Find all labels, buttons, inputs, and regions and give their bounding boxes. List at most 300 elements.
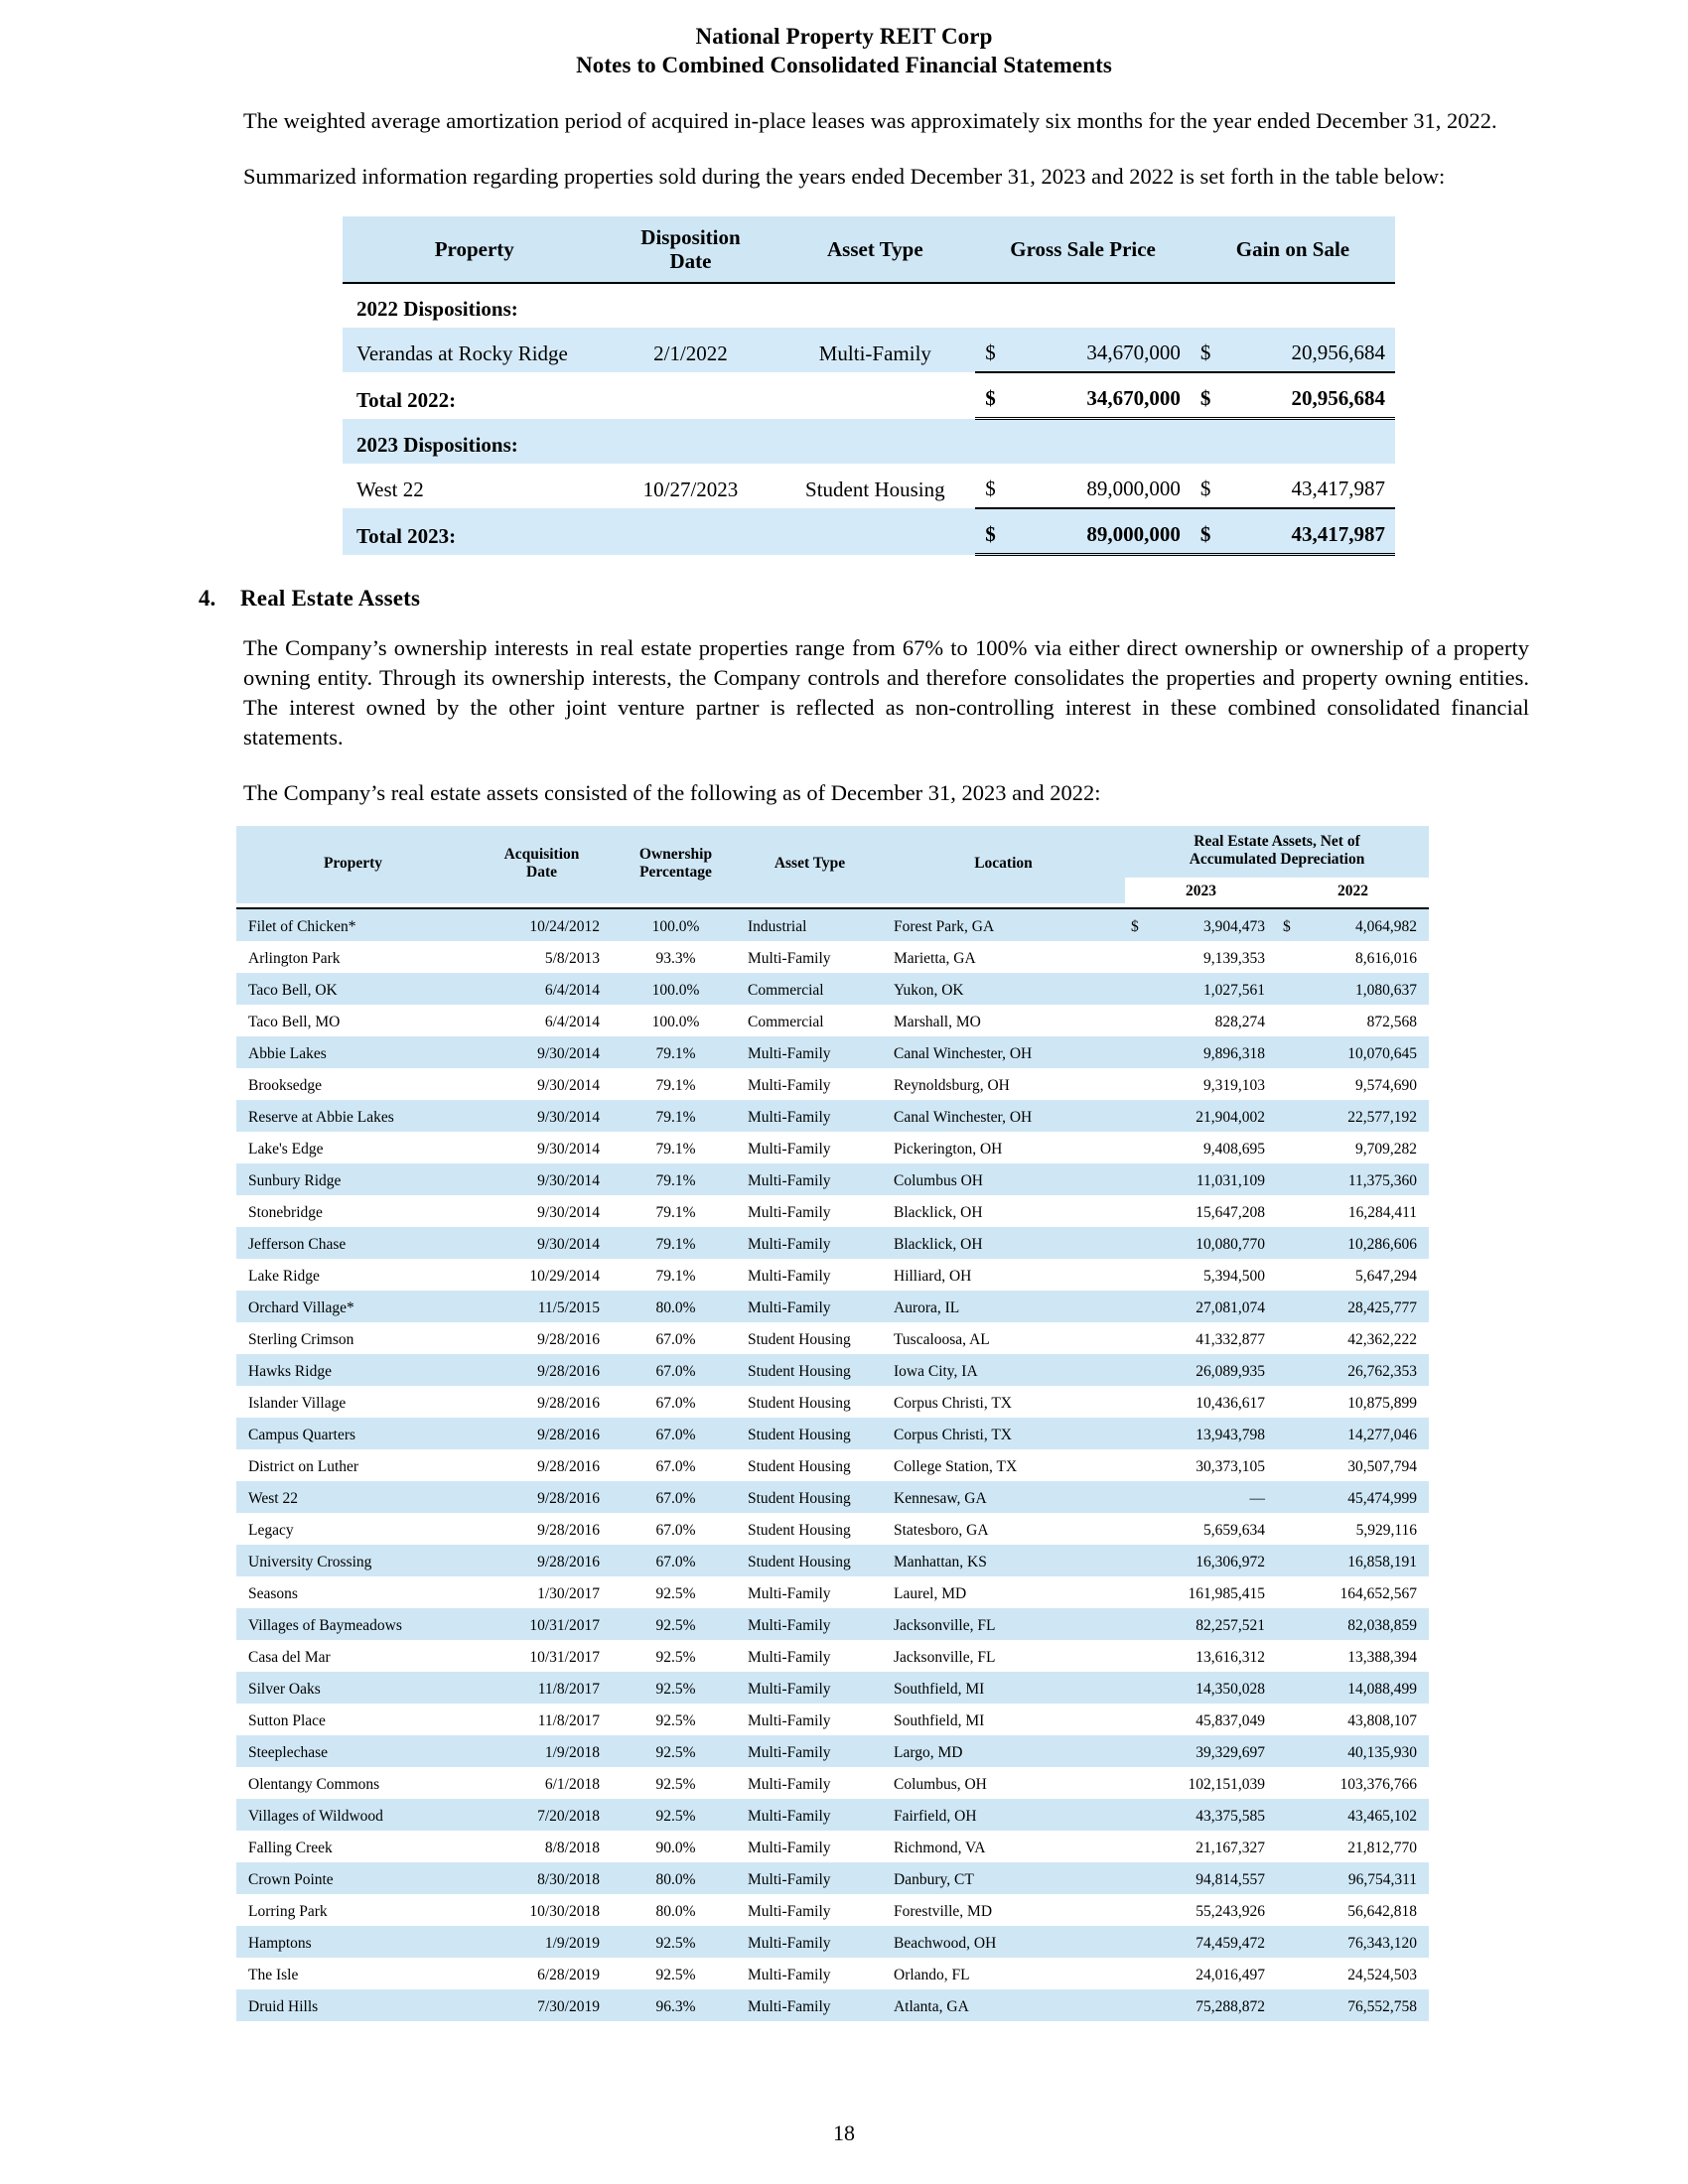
table-row xyxy=(236,1036,1429,1068)
cell-asset-type: Multi-Family xyxy=(738,1672,882,1704)
cell-property: Islander Village xyxy=(236,1386,470,1418)
cell-value-2023: 5,394,500 xyxy=(1153,1259,1277,1291)
cell-location: Manhattan, KS xyxy=(882,1545,1125,1576)
cell-asset-type: Student Housing xyxy=(738,1545,882,1576)
cell-asset-type: Multi-Family xyxy=(738,1291,882,1322)
cell-ownership-percentage: 79.1% xyxy=(614,1195,738,1227)
cell-value-2022: 42,362,222 xyxy=(1305,1322,1429,1354)
cell-value-2022: 10,875,899 xyxy=(1305,1386,1429,1418)
cell-value-2022: 14,088,499 xyxy=(1305,1672,1429,1704)
cell-acquisition-date: 9/28/2016 xyxy=(470,1386,614,1418)
cell-acquisition-date: 1/9/2019 xyxy=(470,1926,614,1958)
col-header-disposition-date-line1: Disposition xyxy=(640,224,741,249)
cell-location: Statesboro, GA xyxy=(882,1513,1125,1545)
cell-asset-type: Multi-Family xyxy=(738,941,882,973)
cell-acquisition-date: 9/30/2014 xyxy=(470,1132,614,1163)
cell-value-2023: 9,139,353 xyxy=(1153,941,1277,973)
cell-currency-2023 xyxy=(1125,1036,1153,1068)
col-header-net-assets-line2: Accumulated Depreciation xyxy=(1189,851,1365,869)
cell-ownership-percentage: 79.1% xyxy=(614,1100,738,1132)
cell-gain-on-sale: 43,417,987 xyxy=(1226,464,1395,508)
cell-acquisition-date: 10/31/2017 xyxy=(470,1640,614,1672)
cell-currency-2022: $ xyxy=(1277,908,1305,941)
cell-acquisition-date: 9/28/2016 xyxy=(470,1481,614,1513)
col-header-asset-type: Asset Type xyxy=(738,826,882,903)
cell-property: Brooksedge xyxy=(236,1068,470,1100)
cell-acquisition-date: 9/28/2016 xyxy=(470,1449,614,1481)
cell-acquisition-date: 6/1/2018 xyxy=(470,1767,614,1799)
cell-property: Druid Hills xyxy=(236,1989,470,2021)
cell-currency-2022 xyxy=(1277,1672,1305,1704)
table-row xyxy=(236,1894,1429,1926)
cell-currency-2023 xyxy=(1125,941,1153,973)
cell-acquisition-date: 6/28/2019 xyxy=(470,1958,614,1989)
cell-location: Reynoldsburg, OH xyxy=(882,1068,1125,1100)
table-row xyxy=(236,1926,1429,1958)
cell-currency-2023 xyxy=(1125,1291,1153,1322)
cell-location: Jacksonville, FL xyxy=(882,1640,1125,1672)
cell-value-2023: 45,837,049 xyxy=(1153,1704,1277,1735)
cell-ownership-percentage: 100.0% xyxy=(614,908,738,941)
cell-value-2022: 10,070,645 xyxy=(1305,1036,1429,1068)
cell-value-2023: 82,257,521 xyxy=(1153,1608,1277,1640)
table-row xyxy=(236,1545,1429,1576)
cell-currency-2023 xyxy=(1125,1894,1153,1926)
cell-value-2023: 828,274 xyxy=(1153,1005,1277,1036)
cell-value-2023: 55,243,926 xyxy=(1153,1894,1277,1926)
cell-value-2022: 10,286,606 xyxy=(1305,1227,1429,1259)
cell-location: Southfield, MI xyxy=(882,1672,1125,1704)
cell-currency-2023 xyxy=(1125,1227,1153,1259)
cell-currency-2022 xyxy=(1277,1735,1305,1767)
group-label-2023: 2023 Dispositions: xyxy=(343,419,975,465)
col-header-gross-sale-price: Gross Sale Price xyxy=(975,216,1191,283)
cell-currency-2022 xyxy=(1277,1354,1305,1386)
table-row xyxy=(236,1100,1429,1132)
cell-value-2023: 13,943,798 xyxy=(1153,1418,1277,1449)
cell-ownership-percentage: 100.0% xyxy=(614,973,738,1005)
paragraph-block-2 xyxy=(243,162,1529,192)
cell-acquisition-date: 9/28/2016 xyxy=(470,1322,614,1354)
cell-value-2022: 24,524,503 xyxy=(1305,1958,1429,1989)
cell-asset-type: Student Housing xyxy=(738,1354,882,1386)
cell-currency-2023 xyxy=(1125,1354,1153,1386)
cell-acquisition-date: 9/28/2016 xyxy=(470,1513,614,1545)
cell-currency-2022 xyxy=(1277,1799,1305,1831)
table-row xyxy=(343,328,1395,372)
dispositions-table xyxy=(343,216,1395,556)
cell-asset-type: Industrial xyxy=(738,908,882,941)
cell-ownership-percentage: 92.5% xyxy=(614,1799,738,1831)
cell-currency-2022 xyxy=(1277,1576,1305,1608)
table-row xyxy=(236,1989,1429,2021)
cell-property: Falling Creek xyxy=(236,1831,470,1862)
cell-acquisition-date: 5/8/2013 xyxy=(470,941,614,973)
cell-asset-type: Multi-Family xyxy=(738,1894,882,1926)
cell-property: Sunbury Ridge xyxy=(236,1163,470,1195)
cell-currency-2023 xyxy=(1125,1481,1153,1513)
cell-property: Seasons xyxy=(236,1576,470,1608)
cell-currency-2023 xyxy=(1125,1672,1153,1704)
total-2022-gross: 34,670,000 xyxy=(1011,372,1191,419)
cell-asset-type: Multi-Family xyxy=(738,1163,882,1195)
cell-acquisition-date: 11/8/2017 xyxy=(470,1672,614,1704)
cell-currency-2022 xyxy=(1277,1926,1305,1958)
cell-location: Jacksonville, FL xyxy=(882,1608,1125,1640)
cell-property: Abbie Lakes xyxy=(236,1036,470,1068)
cell-location: Beachwood, OH xyxy=(882,1926,1125,1958)
cell-property: Steeplechase xyxy=(236,1735,470,1767)
cell-asset-type: Multi-Family xyxy=(738,1227,882,1259)
cell-location: Aurora, IL xyxy=(882,1291,1125,1322)
cell-currency-2022 xyxy=(1277,1036,1305,1068)
table-row xyxy=(236,1163,1429,1195)
cell-currency-2022 xyxy=(1277,1291,1305,1322)
table-row xyxy=(236,1481,1429,1513)
group-label-2022: 2022 Dispositions: xyxy=(343,283,975,328)
assets-table-body xyxy=(236,908,1429,2021)
cell-value-2022: 30,507,794 xyxy=(1305,1449,1429,1481)
cell-location: Iowa City, IA xyxy=(882,1354,1125,1386)
cell-currency-2022 xyxy=(1277,1163,1305,1195)
cell-value-2022: 76,343,120 xyxy=(1305,1926,1429,1958)
cell-ownership-percentage: 93.3% xyxy=(614,941,738,973)
col-header-acquisition-date-line2: Date xyxy=(526,864,557,882)
cell-value-2022: 56,642,818 xyxy=(1305,1894,1429,1926)
cell-acquisition-date: 10/31/2017 xyxy=(470,1608,614,1640)
table-row-group-2023 xyxy=(343,419,1395,465)
cell-acquisition-date: 11/5/2015 xyxy=(470,1291,614,1322)
cell-value-2022: 76,552,758 xyxy=(1305,1989,1429,2021)
cell-property: Campus Quarters xyxy=(236,1418,470,1449)
cell-property: Jefferson Chase xyxy=(236,1227,470,1259)
cell-value-2023: 9,319,103 xyxy=(1153,1068,1277,1100)
total-label-2023: Total 2023: xyxy=(343,508,975,555)
cell-ownership-percentage: 90.0% xyxy=(614,1831,738,1862)
cell-asset-type: Multi-Family xyxy=(738,1100,882,1132)
col-header-ownership-line2: Percentage xyxy=(639,864,712,882)
cell-value-2023: 1,027,561 xyxy=(1153,973,1277,1005)
cell-location: Forestville, MD xyxy=(882,1894,1125,1926)
cell-value-2023: 9,408,695 xyxy=(1153,1132,1277,1163)
col-header-disposition-date-line2: Date xyxy=(669,248,712,273)
cell-location: Danbury, CT xyxy=(882,1862,1125,1894)
group-2023-gross-blank xyxy=(975,419,1191,465)
table-row xyxy=(236,1132,1429,1163)
table-row xyxy=(236,1735,1429,1767)
cell-location: Pickerington, OH xyxy=(882,1132,1125,1163)
cell-acquisition-date: 1/9/2018 xyxy=(470,1735,614,1767)
cell-ownership-percentage: 67.0% xyxy=(614,1322,738,1354)
table-row xyxy=(236,1354,1429,1386)
col-header-property: Property xyxy=(343,216,607,283)
cell-location: Tuscaloosa, AL xyxy=(882,1322,1125,1354)
cell-asset-type: Student Housing xyxy=(738,1513,882,1545)
cell-value-2023: 21,904,002 xyxy=(1153,1100,1277,1132)
cell-property: Filet of Chicken* xyxy=(236,908,470,941)
cell-value-2023: 102,151,039 xyxy=(1153,1767,1277,1799)
cell-acquisition-date: 8/30/2018 xyxy=(470,1862,614,1894)
cell-property: Lorring Park xyxy=(236,1894,470,1926)
cell-asset-type: Student Housing xyxy=(738,1481,882,1513)
cell-value-2022: 22,577,192 xyxy=(1305,1100,1429,1132)
cell-acquisition-date: 9/28/2016 xyxy=(470,1545,614,1576)
page-number: 18 xyxy=(833,2120,855,2145)
cell-value-2022: 8,616,016 xyxy=(1305,941,1429,973)
cell-value-2022: 43,465,102 xyxy=(1305,1799,1429,1831)
cell-property: Crown Pointe xyxy=(236,1862,470,1894)
cell-currency-2022 xyxy=(1277,1386,1305,1418)
cell-disposition-date: 2/1/2022 xyxy=(607,328,775,372)
cell-currency-2022 xyxy=(1277,1100,1305,1132)
cell-acquisition-date: 8/8/2018 xyxy=(470,1831,614,1862)
table-row xyxy=(236,1576,1429,1608)
table-row xyxy=(236,1704,1429,1735)
cell-value-2023: 39,329,697 xyxy=(1153,1735,1277,1767)
cell-location: Blacklick, OH xyxy=(882,1195,1125,1227)
cell-ownership-percentage: 92.5% xyxy=(614,1608,738,1640)
cell-asset-type: Student Housing xyxy=(738,1322,882,1354)
table-row xyxy=(236,1862,1429,1894)
cell-asset-type: Multi-Family xyxy=(738,1926,882,1958)
cell-property: Arlington Park xyxy=(236,941,470,973)
table-row-total-2023 xyxy=(343,508,1395,555)
cell-ownership-percentage: 67.0% xyxy=(614,1481,738,1513)
cell-currency-2022 xyxy=(1277,1068,1305,1100)
cell-value-2022: 16,858,191 xyxy=(1305,1545,1429,1576)
cell-currency-2023 xyxy=(1125,1735,1153,1767)
col-header-net-assets-line1: Real Estate Assets, Net of xyxy=(1194,832,1360,850)
col-header-disposition-date xyxy=(607,216,775,283)
cell-acquisition-date: 11/8/2017 xyxy=(470,1704,614,1735)
cell-currency-2023 xyxy=(1125,1513,1153,1545)
col-header-acquisition-date-line1: Acquisition xyxy=(503,845,580,863)
table-row xyxy=(236,1958,1429,1989)
section-title: Real Estate Assets xyxy=(240,586,421,611)
cell-location: Fairfield, OH xyxy=(882,1799,1125,1831)
table-row xyxy=(236,1005,1429,1036)
total-2023-gross-currency: $ xyxy=(975,508,1011,555)
cell-ownership-percentage: 92.5% xyxy=(614,1958,738,1989)
cell-value-2022: 5,929,116 xyxy=(1305,1513,1429,1545)
cell-location: Canal Winchester, OH xyxy=(882,1036,1125,1068)
cell-location: Marietta, GA xyxy=(882,941,1125,973)
cell-property: The Isle xyxy=(236,1958,470,1989)
table-row xyxy=(236,1608,1429,1640)
cell-gain-currency: $ xyxy=(1191,464,1226,508)
cell-asset-type: Student Housing xyxy=(738,1418,882,1449)
cell-currency-2023 xyxy=(1125,1418,1153,1449)
cell-currency-2022 xyxy=(1277,1831,1305,1862)
cell-value-2022: 28,425,777 xyxy=(1305,1291,1429,1322)
cell-location: Columbus, OH xyxy=(882,1767,1125,1799)
table-row xyxy=(236,1449,1429,1481)
company-name: National Property REIT Corp xyxy=(695,24,993,49)
cell-value-2023: 41,332,877 xyxy=(1153,1322,1277,1354)
col-header-asset-type: Asset Type xyxy=(774,216,975,283)
cell-ownership-percentage: 80.0% xyxy=(614,1291,738,1322)
cell-asset-type: Multi-Family xyxy=(738,1799,882,1831)
cell-location: Forest Park, GA xyxy=(882,908,1125,941)
paragraph-block-3 xyxy=(243,633,1529,752)
cell-currency-2022 xyxy=(1277,1608,1305,1640)
cell-ownership-percentage: 79.1% xyxy=(614,1036,738,1068)
cell-asset-type: Multi-Family xyxy=(738,1068,882,1100)
cell-acquisition-date: 9/30/2014 xyxy=(470,1195,614,1227)
cell-value-2023: 30,373,105 xyxy=(1153,1449,1277,1481)
cell-ownership-percentage: 80.0% xyxy=(614,1862,738,1894)
cell-asset-type: Multi-Family xyxy=(738,1036,882,1068)
cell-asset-type: Student Housing xyxy=(738,1386,882,1418)
cell-property: Hawks Ridge xyxy=(236,1354,470,1386)
total-label-2022: Total 2022: xyxy=(343,372,975,419)
document-header xyxy=(0,0,1688,80)
cell-location: Southfield, MI xyxy=(882,1704,1125,1735)
cell-acquisition-date: 9/30/2014 xyxy=(470,1100,614,1132)
cell-value-2022: 26,762,353 xyxy=(1305,1354,1429,1386)
cell-acquisition-date: 9/30/2014 xyxy=(470,1163,614,1195)
cell-value-2022: 45,474,999 xyxy=(1305,1481,1429,1513)
cell-asset-type: Multi-Family xyxy=(738,1640,882,1672)
cell-value-2022: 872,568 xyxy=(1305,1005,1429,1036)
cell-currency-2023: $ xyxy=(1125,908,1153,941)
table-row xyxy=(236,1068,1429,1100)
cell-ownership-percentage: 92.5% xyxy=(614,1735,738,1767)
cell-gain-on-sale: 20,956,684 xyxy=(1226,328,1395,372)
cell-value-2022: 40,135,930 xyxy=(1305,1735,1429,1767)
cell-currency-2022 xyxy=(1277,1640,1305,1672)
paragraph-dispositions-lead: Summarized information regarding properties sold during the years ended December 31, 2023 and 2022 is set forth in the table below: xyxy=(243,163,1446,189)
cell-property: Casa del Mar xyxy=(236,1640,470,1672)
cell-asset-type: Commercial xyxy=(738,1005,882,1036)
cell-value-2023: 9,896,318 xyxy=(1153,1036,1277,1068)
col-header-property: Property xyxy=(236,826,470,903)
cell-ownership-percentage: 96.3% xyxy=(614,1989,738,2021)
cell-location: Columbus OH xyxy=(882,1163,1125,1195)
cell-location: Marshall, MO xyxy=(882,1005,1125,1036)
col-header-year-2022: 2022 xyxy=(1277,878,1429,903)
cell-ownership-percentage: 92.5% xyxy=(614,1767,738,1799)
paragraph-assets-lead: The Company’s real estate assets consisted of the following as of December 31, 2023 and 2022: xyxy=(243,779,1101,805)
cell-gross-sale-price: 34,670,000 xyxy=(1011,328,1191,372)
cell-value-2022: 11,375,360 xyxy=(1305,1163,1429,1195)
paragraph-ownership-interests: The Company’s ownership interests in real estate properties range from 67% to 100% via either direct ownership or ownership of a property owning entity. Through its ownership interests, the Company controls and therefore consolidates the properties and property owning entities. The interest owned by the other joint venture partner is reflected as non-controlling interest in these combined consolidated financial statements. xyxy=(243,635,1529,750)
cell-gain-currency: $ xyxy=(1191,328,1226,372)
cell-gross-currency: $ xyxy=(975,328,1011,372)
cell-property: Lake's Edge xyxy=(236,1132,470,1163)
cell-acquisition-date: 6/4/2014 xyxy=(470,1005,614,1036)
cell-asset-type: Student Housing xyxy=(774,464,975,508)
cell-asset-type: Multi-Family xyxy=(738,1195,882,1227)
table-row xyxy=(343,464,1395,508)
cell-asset-type: Multi-Family xyxy=(738,1576,882,1608)
cell-value-2023: 10,436,617 xyxy=(1153,1386,1277,1418)
table-row xyxy=(236,1767,1429,1799)
cell-ownership-percentage: 67.0% xyxy=(614,1386,738,1418)
cell-value-2023: 13,616,312 xyxy=(1153,1640,1277,1672)
cell-currency-2022 xyxy=(1277,1195,1305,1227)
table-row xyxy=(236,1799,1429,1831)
cell-value-2023: 15,647,208 xyxy=(1153,1195,1277,1227)
cell-currency-2023 xyxy=(1125,1545,1153,1576)
cell-currency-2022 xyxy=(1277,1132,1305,1163)
cell-property: University Crossing xyxy=(236,1545,470,1576)
cell-value-2022: 43,808,107 xyxy=(1305,1704,1429,1735)
cell-currency-2023 xyxy=(1125,1132,1153,1163)
cell-asset-type: Student Housing xyxy=(738,1449,882,1481)
group-2022-gain-blank xyxy=(1191,283,1395,328)
cell-currency-2022 xyxy=(1277,1767,1305,1799)
cell-location: Corpus Christi, TX xyxy=(882,1418,1125,1449)
total-2022-gross-currency: $ xyxy=(975,372,1011,419)
cell-asset-type: Multi-Family xyxy=(738,1767,882,1799)
cell-currency-2022 xyxy=(1277,1005,1305,1036)
table-row xyxy=(236,1418,1429,1449)
cell-value-2023: 10,080,770 xyxy=(1153,1227,1277,1259)
table-row-group-2022 xyxy=(343,283,1395,328)
cell-acquisition-date: 10/24/2012 xyxy=(470,908,614,941)
cell-currency-2022 xyxy=(1277,1958,1305,1989)
cell-asset-type: Commercial xyxy=(738,973,882,1005)
cell-currency-2023 xyxy=(1125,1449,1153,1481)
cell-ownership-percentage: 67.0% xyxy=(614,1418,738,1449)
cell-value-2023: 3,904,473 xyxy=(1153,908,1277,941)
col-header-acquisition-date xyxy=(470,826,614,903)
cell-value-2022: 9,709,282 xyxy=(1305,1132,1429,1163)
cell-currency-2023 xyxy=(1125,1640,1153,1672)
cell-disposition-date: 10/27/2023 xyxy=(607,464,775,508)
cell-property: Sterling Crimson xyxy=(236,1322,470,1354)
cell-ownership-percentage: 92.5% xyxy=(614,1704,738,1735)
total-2023-gain-currency: $ xyxy=(1191,508,1226,555)
cell-ownership-percentage: 92.5% xyxy=(614,1672,738,1704)
cell-currency-2023 xyxy=(1125,1068,1153,1100)
cell-property: Legacy xyxy=(236,1513,470,1545)
cell-value-2022: 9,574,690 xyxy=(1305,1068,1429,1100)
cell-property: Villages of Baymeadows xyxy=(236,1608,470,1640)
cell-acquisition-date: 10/30/2018 xyxy=(470,1894,614,1926)
table-row-total-2022 xyxy=(343,372,1395,419)
cell-value-2023: 24,016,497 xyxy=(1153,1958,1277,1989)
cell-acquisition-date: 9/30/2014 xyxy=(470,1068,614,1100)
cell-value-2023: 74,459,472 xyxy=(1153,1926,1277,1958)
col-header-gain-on-sale: Gain on Sale xyxy=(1191,216,1395,283)
cell-acquisition-date: 7/30/2019 xyxy=(470,1989,614,2021)
cell-acquisition-date: 9/28/2016 xyxy=(470,1418,614,1449)
paragraph-block-4 xyxy=(243,778,1529,808)
cell-value-2022: 103,376,766 xyxy=(1305,1767,1429,1799)
cell-currency-2023 xyxy=(1125,1926,1153,1958)
cell-asset-type: Multi-Family xyxy=(738,1132,882,1163)
cell-asset-type: Multi-Family xyxy=(738,1958,882,1989)
cell-ownership-percentage: 67.0% xyxy=(614,1449,738,1481)
cell-property: Olentangy Commons xyxy=(236,1767,470,1799)
dispositions-body xyxy=(343,283,1395,555)
cell-gross-currency: $ xyxy=(975,464,1011,508)
cell-currency-2022 xyxy=(1277,1259,1305,1291)
cell-property: Stonebridge xyxy=(236,1195,470,1227)
cell-currency-2023 xyxy=(1125,1608,1153,1640)
real-estate-assets-table xyxy=(236,826,1429,2021)
cell-acquisition-date: 9/30/2014 xyxy=(470,1227,614,1259)
assets-header-row xyxy=(236,826,1429,878)
cell-currency-2023 xyxy=(1125,1195,1153,1227)
cell-ownership-percentage: 92.5% xyxy=(614,1576,738,1608)
table-row xyxy=(236,1291,1429,1322)
cell-value-2023: 27,081,074 xyxy=(1153,1291,1277,1322)
table-row xyxy=(236,1386,1429,1418)
total-2022-gain-currency: $ xyxy=(1191,372,1226,419)
